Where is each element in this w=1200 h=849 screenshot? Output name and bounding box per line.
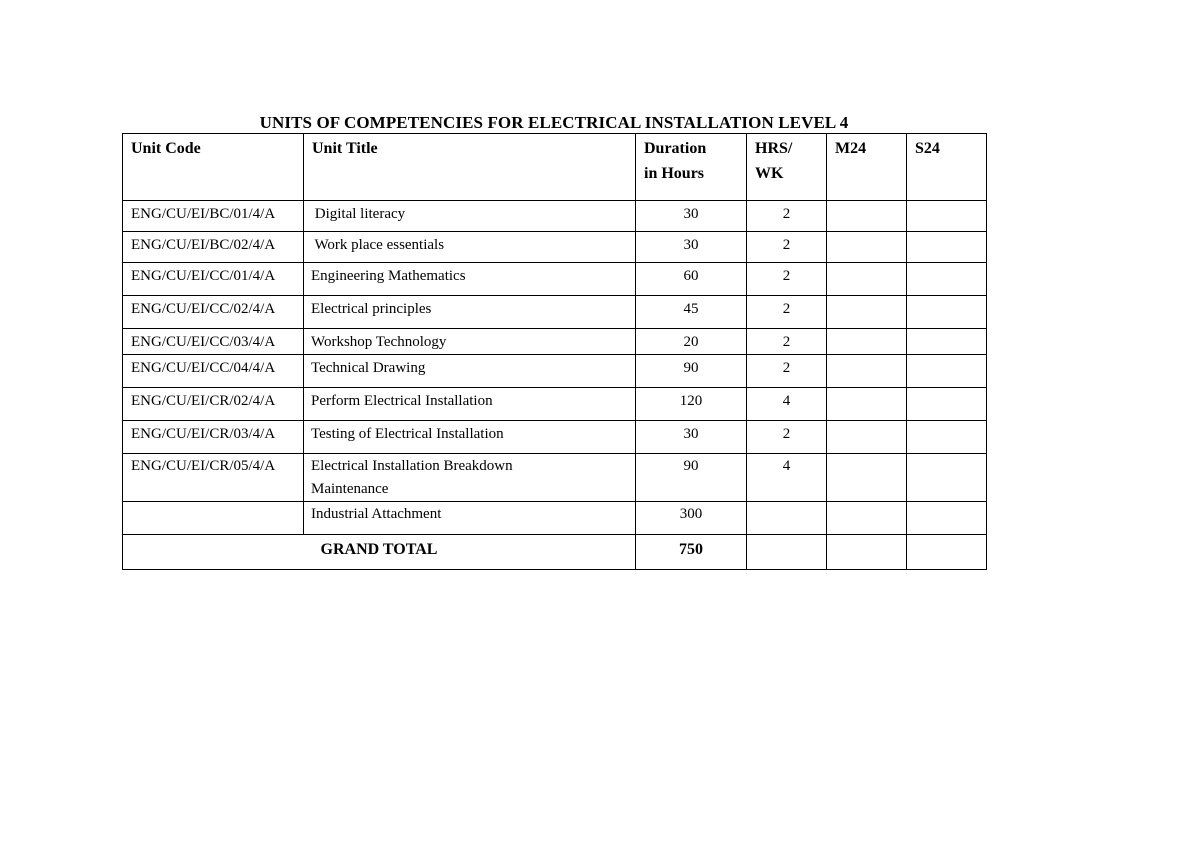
duration-cell: 30 [636, 232, 747, 263]
unit-code-cell: ENG/CU/EI/CR/02/4/A [123, 388, 304, 421]
unit-title-cell: Testing of Electrical Installation [304, 421, 636, 454]
table-row [123, 421, 987, 454]
s24-cell [907, 263, 987, 296]
hrs-wk-cell [747, 502, 827, 535]
m24-cell [827, 329, 907, 355]
unit-title-line1: Electrical Installation Breakdown [311, 458, 513, 474]
unit-code-cell: ENG/CU/EI/CR/05/4/A [123, 454, 304, 502]
hrs-wk-cell: 2 [747, 201, 827, 232]
unit-code-cell: ENG/CU/EI/CC/03/4/A [123, 329, 304, 355]
hrs-wk-cell: 2 [747, 232, 827, 263]
header-unit-title: Unit Title [304, 134, 636, 201]
unit-code-cell: ENG/CU/EI/CC/02/4/A [123, 296, 304, 329]
unit-title-cell: Perform Electrical Installation [304, 388, 636, 421]
table-header-row [123, 134, 987, 201]
duration-cell: 60 [636, 263, 747, 296]
s24-cell [907, 329, 987, 355]
m24-cell [827, 355, 907, 388]
duration-cell: 90 [636, 454, 747, 502]
m24-cell [827, 201, 907, 232]
unit-title-line2: Maintenance [311, 481, 389, 497]
unit-title-cell: Work place essentials [304, 232, 636, 263]
hrs-wk-cell: 4 [747, 388, 827, 421]
duration-cell: 90 [636, 355, 747, 388]
s24-cell [907, 355, 987, 388]
table-row [123, 263, 987, 296]
hrs-wk-cell: 2 [747, 296, 827, 329]
header-s24: S24 [907, 134, 987, 201]
header-duration-line1: Duration [644, 140, 707, 157]
hrs-wk-cell: 2 [747, 263, 827, 296]
duration-cell: 20 [636, 329, 747, 355]
s24-cell [907, 502, 987, 535]
duration-cell: 45 [636, 296, 747, 329]
table-row [123, 329, 987, 355]
m24-cell [827, 454, 907, 502]
units-of-competency-table [122, 133, 987, 570]
unit-title-cell: Industrial Attachment [304, 502, 636, 535]
table-row [123, 454, 987, 502]
hrs-wk-cell: 4 [747, 454, 827, 502]
grand-total-hrs-wk-cell [747, 535, 827, 570]
hrs-wk-cell: 2 [747, 355, 827, 388]
m24-cell [827, 296, 907, 329]
m24-cell [827, 232, 907, 263]
duration-cell: 30 [636, 201, 747, 232]
page-title: UNITS OF COMPETENCIES FOR ELECTRICAL INSTALLATION LEVEL 4 [259, 113, 849, 132]
unit-code-cell: ENG/CU/EI/CR/03/4/A [123, 421, 304, 454]
table-row [123, 201, 987, 232]
grand-total-s24-cell [907, 535, 987, 570]
unit-code-cell [123, 502, 304, 535]
grand-total-label: GRAND TOTAL [123, 535, 636, 570]
header-duration [636, 134, 747, 201]
m24-cell [827, 263, 907, 296]
unit-title-cell: Technical Drawing [304, 355, 636, 388]
header-hrs-wk [747, 134, 827, 201]
header-m24: M24 [827, 134, 907, 201]
duration-cell: 300 [636, 502, 747, 535]
table-row [123, 232, 987, 263]
duration-cell: 120 [636, 388, 747, 421]
unit-title-cell: Electrical principles [304, 296, 636, 329]
s24-cell [907, 454, 987, 502]
s24-cell [907, 296, 987, 329]
table-row [123, 502, 987, 535]
table-row [123, 296, 987, 329]
header-unit-code: Unit Code [123, 134, 304, 201]
m24-cell [827, 502, 907, 535]
s24-cell [907, 201, 987, 232]
m24-cell [827, 388, 907, 421]
unit-code-cell: ENG/CU/EI/CC/01/4/A [123, 263, 304, 296]
s24-cell [907, 232, 987, 263]
hrs-wk-cell: 2 [747, 421, 827, 454]
unit-title-cell: Engineering Mathematics [304, 263, 636, 296]
table-row [123, 388, 987, 421]
m24-cell [827, 421, 907, 454]
hrs-wk-cell: 2 [747, 329, 827, 355]
unit-code-cell: ENG/CU/EI/BC/02/4/A [123, 232, 304, 263]
unit-code-cell: ENG/CU/EI/BC/01/4/A [123, 201, 304, 232]
s24-cell [907, 421, 987, 454]
grand-total-duration: 750 [636, 535, 747, 570]
header-duration-line2: in Hours [644, 165, 705, 182]
header-hrs-line2: WK [755, 165, 784, 182]
grand-total-row [123, 535, 987, 570]
s24-cell [907, 388, 987, 421]
table-row [123, 355, 987, 388]
grand-total-m24-cell [827, 535, 907, 570]
unit-title-cell [304, 454, 636, 502]
unit-title-cell: Workshop Technology [304, 329, 636, 355]
header-hrs-line1: HRS/ [755, 140, 793, 157]
unit-title-cell: Digital literacy [304, 201, 636, 232]
unit-code-cell: ENG/CU/EI/CC/04/4/A [123, 355, 304, 388]
duration-cell: 30 [636, 421, 747, 454]
